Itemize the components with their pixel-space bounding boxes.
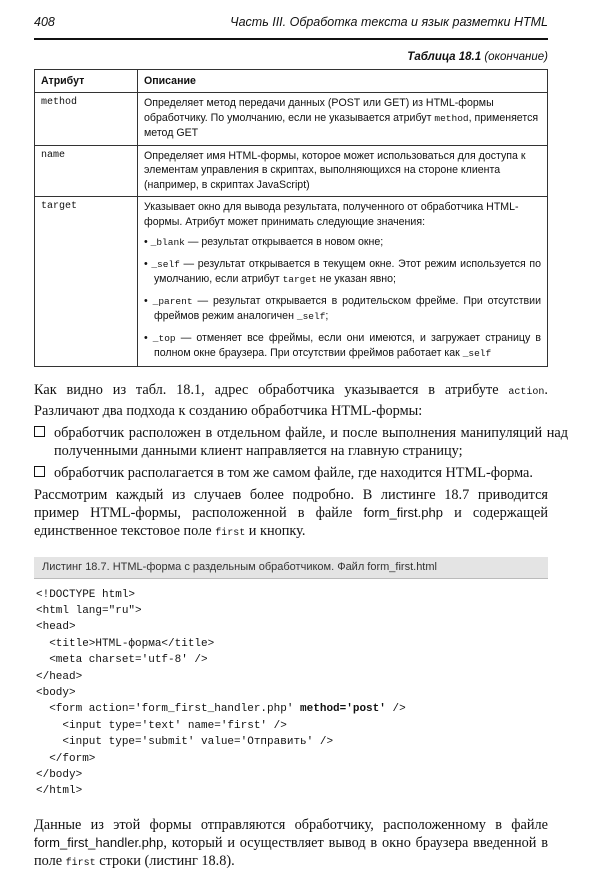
checkbox-bullet-icon — [34, 426, 45, 437]
listing-caption: Листинг 18.7. HTML-форма с раздельным обработчиком. Файл form_first.html — [34, 557, 548, 579]
running-header — [34, 14, 548, 30]
value-item: • _blank — результат открывается в новом окне; — [144, 235, 541, 251]
list-item: обработчик располагается в том же самом файле, где находится HTML-форма. — [34, 464, 568, 482]
table-caption: Таблица 18.1 (окончание) — [407, 50, 548, 63]
attribute-description: Указывает окно для вывода результата, полученного от обработчика HTML-формы. Атрибут может принимать следующие значения: • _blank — результат открывается в новом окне; • _self — результат открывается в текущем окне. Этот режим используется по умолчанию, если атрибут target не указан явно; • _parent — результат открывается в родительском фрейме. При отсутствии фреймов режим аналогичен _self; • _top — отменяет все фреймы, если они имеются, и загружает страницу в полном окне браузера. При отсутствии фреймов работает как _self — [138, 197, 548, 367]
attributes-table — [34, 69, 548, 367]
paragraph: Как видно из табл. 18.1, адрес обработчика указывается в атрибуте action. Различают два подхода к созданию обработчика HTML-формы: — [34, 381, 548, 419]
list-item: обработчик расположен в отдельном файле, и после выполнения манипуляций над полученными данными клиент направляется на главную страницу; — [34, 424, 568, 460]
table-row — [35, 93, 548, 146]
running-title: Часть III. Обработка текста и язык разметки HTML — [230, 15, 548, 29]
attribute-name: method — [35, 93, 138, 146]
column-header: Описание — [138, 69, 548, 93]
value-item: • _parent — результат открывается в родительском фрейме. При отсутствии фреймов режим аналогичен _self; — [144, 294, 541, 325]
value-item: • _top — отменяет все фреймы, если они имеются, и загружает страницу в полном окне браузера. При отсутствии фреймов работает как _self — [144, 331, 541, 362]
column-header: Атрибут — [35, 69, 138, 93]
table-row — [35, 197, 548, 367]
header-rule — [34, 38, 548, 40]
attribute-name: name — [35, 145, 138, 197]
attribute-description: Определяет метод передачи данных (POST или GET) из HTML-формы обработчику. По умолчанию, если не указывается атрибут method, применяется метод GET — [138, 93, 548, 146]
checkbox-bullet-icon — [34, 466, 45, 477]
paragraph: Рассмотрим каждый из случаев более подробно. В листинге 18.7 приводится пример HTML-формы, расположенной в файле form_first.php и содержащей единственное текстовое поле first и кнопку. — [34, 486, 548, 539]
table-header-row — [35, 69, 548, 93]
code-listing: <!DOCTYPE html> <html lang="ru"> <head> <title>HTML-форма</title> <meta charset='utf-8' /> </head> <body> <form action='form_first_handler.php' method='post' /> <input type='text' name='first' /> <input type='submit' value='Отправить' /> </form> </body> </html> — [36, 588, 406, 798]
page-number: 408 — [34, 15, 55, 29]
value-item: • _self — результат открывается в текущем окне. Этот режим используется по умолчанию, если атрибут target не указан явно; — [144, 257, 541, 288]
paragraph: Данные из этой формы отправляются обработчику, расположенному в файле form_first_handler.php, который и осуществляет вывод в окно браузера введенной в поле first строки (листинг 18.8). — [34, 816, 548, 869]
attribute-description: Определяет имя HTML-формы, которое может использоваться для доступа к элементам управления в скриптах, выполняющихся на стороне клиента (например, в скриптах JavaScript) — [138, 145, 548, 197]
attribute-name: target — [35, 197, 138, 367]
table-row — [35, 145, 548, 197]
